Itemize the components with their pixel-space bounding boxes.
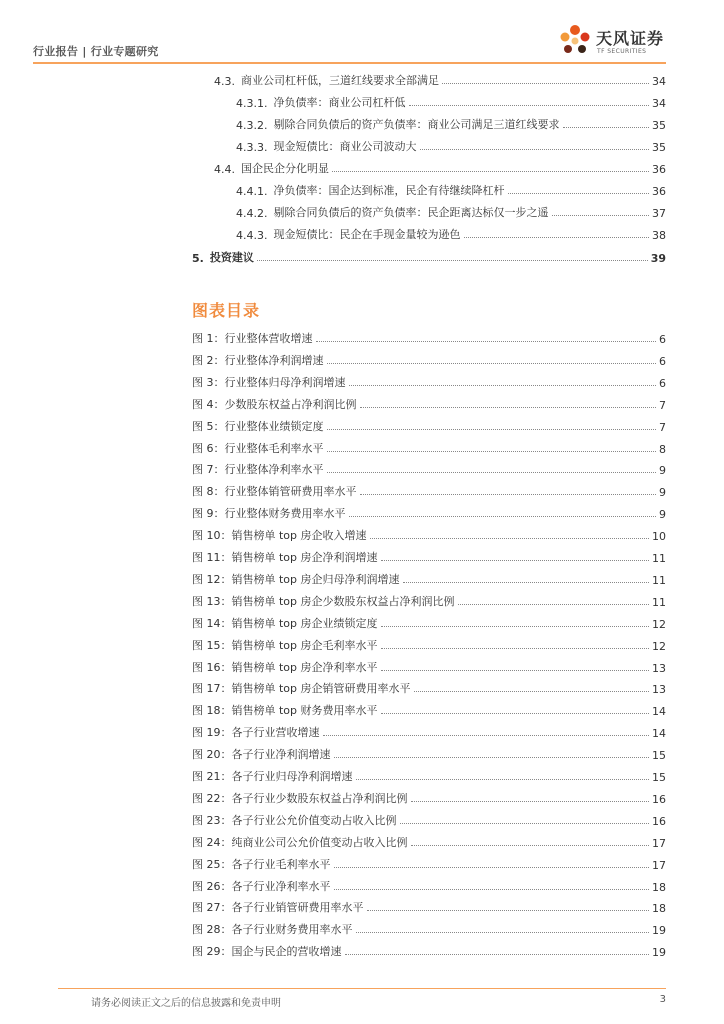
page-ref: 17 (652, 858, 666, 872)
page-ref: 15 (652, 749, 666, 763)
page-ref: 12 (652, 639, 666, 653)
toc-entry-title: 净负债率：商业公司杠杆低 (273, 96, 406, 109)
page-ref: 36 (652, 185, 666, 198)
figure-title: 销售榜单 top 房企收入增速 (231, 529, 367, 543)
figure-title: 销售榜单 top 房企毛利率水平 (231, 638, 378, 652)
page-ref: 35 (652, 141, 666, 154)
figure-entry[interactable] (192, 784, 666, 806)
figure-label: 图 4： (192, 397, 225, 411)
dot-leader (332, 171, 649, 172)
dot-leader (464, 237, 650, 238)
figure-title: 各子行业销管研费用率水平 (231, 901, 364, 915)
page-ref: 11 (652, 595, 666, 609)
figure-title: 少数股东权益占净利润比例 (224, 397, 357, 411)
toc-entry-number: 4.3.1. (236, 97, 268, 110)
page-ref: 13 (652, 661, 666, 675)
toc-entry[interactable] (236, 88, 666, 110)
figure-label: 图 2： (192, 353, 225, 367)
dot-leader (381, 560, 649, 561)
page-ref: 8 (659, 442, 666, 456)
toc-entry-title: 剔除合同负债后的资产负债率：商业公司满足三道红线要求 (273, 118, 560, 131)
page-ref: 7 (659, 420, 666, 434)
dot-leader (552, 215, 650, 216)
figure-label: 图 3： (192, 375, 225, 389)
dot-leader (409, 105, 650, 106)
figure-entry[interactable] (192, 368, 666, 390)
figure-entry[interactable] (192, 872, 666, 894)
dot-leader (349, 516, 657, 517)
figure-label: 图 16： (192, 660, 232, 674)
figure-title: 行业整体业绩锁定度 (224, 419, 324, 433)
figure-entry[interactable] (192, 587, 666, 609)
figure-label: 图 8： (192, 485, 225, 499)
toc-entry-title: 净负债率：国企达到标准，民企有待继续降杠杆 (273, 184, 505, 197)
footer-divider (58, 988, 666, 989)
flower-logo-icon (556, 22, 594, 58)
dot-leader (403, 582, 649, 583)
dot-leader (349, 385, 657, 386)
dot-leader (327, 363, 657, 364)
figure-title: 行业整体营收增速 (224, 332, 313, 345)
figure-title: 行业整体销管研费用率水平 (224, 485, 357, 499)
page-header (33, 29, 666, 62)
figure-entry[interactable] (192, 412, 666, 434)
page-ref: 6 (659, 354, 666, 368)
toc-entry-title: 现金短债比：商业公司波动大 (273, 140, 417, 153)
toc-entry-title: 国企民企分化明显 (241, 162, 329, 175)
page-ref: 13 (652, 683, 666, 697)
figure-entry[interactable] (192, 543, 666, 565)
figure-entry[interactable] (192, 565, 666, 587)
dot-leader (400, 823, 650, 824)
figure-entry[interactable] (192, 477, 666, 499)
page-ref: 11 (652, 573, 666, 587)
figure-entry[interactable] (192, 762, 666, 784)
figure-label: 图 29： (192, 945, 232, 959)
dot-leader (334, 867, 650, 868)
toc-entry-number: 4.3. (214, 75, 235, 88)
page-number: 3 (659, 994, 666, 1005)
dot-leader (360, 494, 657, 495)
figure-entry[interactable] (192, 499, 666, 521)
toc-entry[interactable] (236, 220, 666, 242)
figure-title: 销售榜单 top 房企归母净利润增速 (231, 572, 400, 586)
figure-label: 图 13： (192, 594, 232, 608)
figure-label: 图 20： (192, 748, 232, 762)
figure-label: 图 15： (192, 638, 232, 652)
toc-entry-title: 投资建议 (209, 251, 254, 264)
tf-securities-logo (556, 22, 666, 62)
figure-title: 行业整体毛利率水平 (224, 441, 324, 455)
dot-leader (458, 604, 649, 605)
dot-leader (334, 889, 650, 890)
figure-entry[interactable] (192, 696, 666, 718)
figure-title: 销售榜单 top 房企净利率水平 (231, 660, 378, 674)
figure-title: 销售榜单 top 房企少数股东权益占净利润比例 (231, 594, 455, 608)
figure-entry[interactable] (192, 937, 666, 959)
dot-leader (327, 429, 657, 430)
figure-title: 纯商业公司公允价值变动占收入比例 (231, 835, 408, 849)
toc-entry[interactable] (236, 110, 666, 132)
figure-label: 图 22： (192, 791, 232, 805)
figure-label: 图 24： (192, 835, 232, 849)
dot-leader (257, 260, 648, 261)
page-ref: 7 (659, 398, 666, 412)
figure-title: 各子行业公允价值变动占收入比例 (231, 813, 397, 827)
figure-entry[interactable] (192, 434, 666, 456)
figure-entry[interactable] (192, 674, 666, 696)
toc-entry-number: 4.4.2. (236, 207, 268, 220)
footer-disclaimer: 请务必阅读正文之后的信息披露和免责申明 (91, 998, 281, 1009)
figure-title: 国企与民企的营收增速 (231, 945, 342, 959)
toc-entry-title: 商业公司杠杆低，三道红线要求全部满足 (241, 74, 439, 87)
dot-leader (367, 910, 650, 911)
toc-entry[interactable] (214, 66, 666, 88)
page-ref: 9 (659, 508, 666, 522)
figure-label: 图 27： (192, 901, 232, 915)
page-ref: 19 (652, 946, 666, 960)
page-ref: 36 (652, 163, 666, 176)
page-ref: 15 (652, 771, 666, 784)
dot-leader (414, 691, 649, 692)
dot-leader (381, 670, 649, 671)
figure-label: 图 9： (192, 507, 225, 521)
dot-leader (370, 538, 649, 539)
figure-entry[interactable] (192, 390, 666, 412)
dot-leader (381, 626, 649, 627)
page-ref: 39 (650, 252, 666, 265)
figure-entry[interactable] (192, 609, 666, 631)
toc-entry-number: 4.3.2. (236, 119, 268, 132)
page-ref: 6 (659, 376, 666, 390)
page-ref: 6 (659, 333, 666, 346)
figure-title: 各子行业净利润增速 (231, 748, 331, 762)
page-ref: 10 (652, 530, 666, 544)
page-ref: 37 (652, 207, 666, 220)
page-ref: 12 (652, 617, 666, 631)
figure-label: 图 21： (192, 770, 232, 783)
toc-entry[interactable] (236, 176, 666, 198)
page-ref: 14 (652, 705, 666, 719)
figure-label: 图 6： (192, 441, 225, 455)
toc-entry[interactable] (214, 154, 666, 176)
figure-title: 销售榜单 top 房企销管研费用率水平 (231, 682, 411, 696)
figure-label: 图 23： (192, 813, 232, 827)
dot-leader (381, 713, 649, 714)
toc-entry[interactable] (192, 243, 666, 265)
figure-title: 各子行业财务费用率水平 (231, 923, 353, 937)
figure-label: 图 11： (192, 551, 232, 564)
dot-leader (323, 735, 650, 736)
page-ref: 17 (652, 836, 666, 850)
page-ref: 11 (652, 552, 666, 565)
figure-label: 图 12： (192, 572, 232, 586)
dot-leader (508, 193, 650, 194)
dot-leader (345, 954, 650, 955)
dot-leader (420, 149, 650, 150)
page-ref: 19 (652, 924, 666, 938)
dot-leader (316, 341, 657, 342)
figure-label: 图 19： (192, 726, 232, 740)
figure-title: 销售榜单 top 财务费用率水平 (231, 704, 378, 718)
dot-leader (356, 932, 650, 933)
toc-entry[interactable] (236, 132, 666, 154)
figure-label: 图 18： (192, 704, 232, 718)
dot-leader (381, 648, 649, 649)
toc-entry-title: 剔除合同负债后的资产负债率：民企距离达标仅一步之遥 (273, 206, 549, 219)
figure-title: 各子行业归母净利润增速 (231, 770, 353, 783)
dot-leader (442, 83, 649, 84)
figure-title: 行业整体净利润增速 (224, 353, 324, 367)
toc-entry-number: 4.4.1. (236, 185, 268, 198)
toc-entry-number: 5. (192, 252, 204, 265)
page-ref: 16 (652, 792, 666, 806)
header-report-type: 行业报告 | 行业专题研究 (33, 45, 159, 58)
figure-title: 销售榜单 top 房企业绩锁定度 (231, 616, 378, 630)
figure-title: 行业整体财务费用率水平 (224, 507, 346, 521)
figure-title: 各子行业毛利率水平 (231, 857, 331, 871)
figure-entry[interactable] (192, 740, 666, 762)
figure-title: 行业整体归母净利润增速 (224, 375, 346, 389)
figure-entry[interactable] (192, 915, 666, 937)
page-ref: 34 (652, 97, 666, 110)
page-ref: 18 (652, 902, 666, 916)
dot-leader (360, 407, 657, 408)
page-ref: 34 (652, 75, 666, 88)
dot-leader (334, 757, 650, 758)
toc-entry-number: 4.3.3. (236, 141, 268, 154)
figure-entry[interactable] (192, 324, 666, 346)
figure-entry[interactable] (192, 653, 666, 675)
figure-label: 图 25： (192, 857, 232, 871)
page-ref: 9 (659, 464, 666, 478)
figure-entry[interactable] (192, 893, 666, 915)
figures-list-title: 图表目录 (192, 301, 261, 320)
figure-label: 图 5： (192, 419, 225, 433)
figure-entry[interactable] (192, 718, 666, 740)
page-ref: 35 (652, 119, 666, 132)
figure-entry[interactable] (192, 631, 666, 653)
figure-label: 图 28： (192, 923, 232, 937)
header-divider (33, 62, 666, 64)
dot-leader (563, 127, 650, 128)
figure-title: 行业整体净利率水平 (224, 463, 324, 477)
figure-entry[interactable] (192, 521, 666, 543)
figure-label: 图 26： (192, 879, 232, 893)
toc-entry-title: 现金短债比：民企在手现金量较为逊色 (273, 228, 461, 241)
toc-entry-number: 4.4. (214, 163, 235, 176)
page-ref: 9 (659, 486, 666, 500)
figure-entry[interactable] (192, 850, 666, 872)
page-ref: 18 (652, 880, 666, 894)
dot-leader (411, 801, 650, 802)
figure-entry[interactable] (192, 346, 666, 368)
figure-label: 图 17： (192, 682, 232, 696)
dot-leader (327, 451, 657, 452)
figure-title: 各子行业少数股东权益占净利润比例 (231, 791, 408, 805)
logo-chinese-name: 天风证券 (596, 29, 665, 48)
page-ref: 14 (652, 727, 666, 741)
figure-entry[interactable] (192, 806, 666, 828)
page-ref: 38 (652, 229, 666, 242)
figure-label: 图 14： (192, 616, 232, 630)
figure-label: 图 7： (192, 463, 225, 477)
dot-leader (327, 472, 657, 473)
toc-entry-number: 4.4.3. (236, 229, 268, 242)
toc-entry[interactable] (236, 198, 666, 220)
figure-label: 图 1： (192, 332, 225, 345)
figure-title: 各子行业营收增速 (231, 726, 320, 740)
figure-title: 各子行业净利率水平 (231, 879, 331, 893)
figure-entry[interactable] (192, 455, 666, 477)
figure-label: 图 10： (192, 529, 232, 543)
logo-english-name: TF SECURITIES (597, 48, 647, 55)
dot-leader (356, 779, 650, 780)
dot-leader (411, 845, 650, 846)
page-ref: 16 (652, 814, 666, 828)
figure-title: 销售榜单 top 房企净利润增速 (231, 551, 378, 564)
figure-entry[interactable] (192, 828, 666, 850)
